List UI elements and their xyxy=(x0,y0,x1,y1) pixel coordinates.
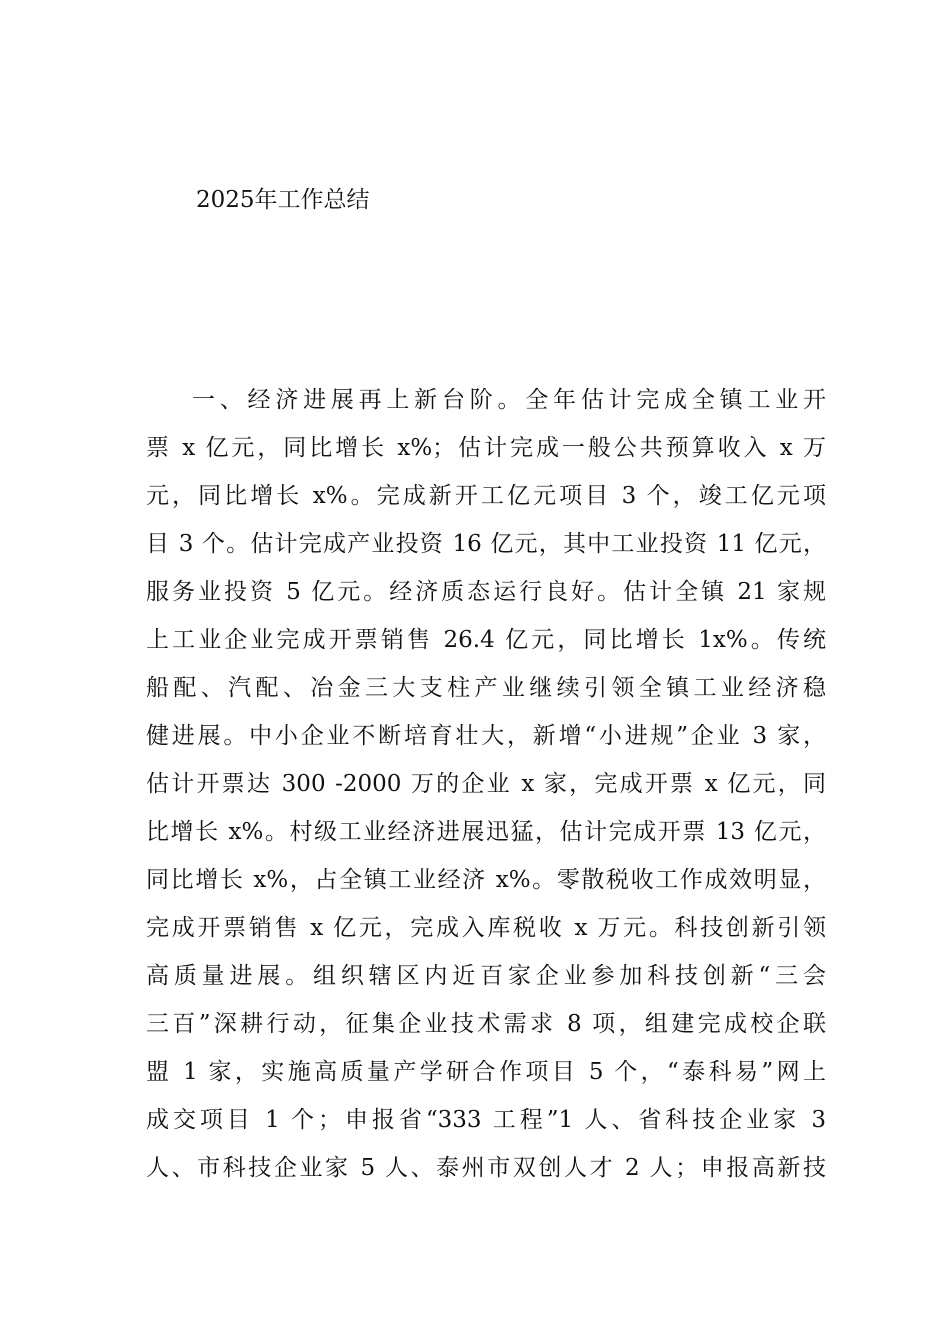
document-title: 2025年工作总结 xyxy=(196,187,370,213)
paragraph-line: 盟 1 家，实施高质量产学研合作项目 5 个，“泰科易”网上 xyxy=(146,1059,826,1085)
paragraph-line: 一、经济进展再上新台阶。全年估计完成全镇工业开 xyxy=(192,387,826,413)
paragraph-line: 船配、汽配、冶金三大支柱产业继续引领全镇工业经济稳 xyxy=(146,675,826,701)
paragraph-line: 健进展。中小企业不断培育壮大，新增“小进规”企业 3 家， xyxy=(146,723,826,749)
paragraph-line: 服务业投资 5 亿元。经济质态运行良好。估计全镇 21 家规 xyxy=(146,579,826,605)
paragraph-line: 目 3 个。估计完成产业投资 16 亿元，其中工业投资 11 亿元， xyxy=(146,531,826,557)
paragraph-line: 元，同比增长 x%。完成新开工亿元项目 3 个，竣工亿元项 xyxy=(146,483,826,509)
paragraph-line: 三百”深耕行动，征集企业技术需求 8 项，组建完成校企联 xyxy=(146,1011,826,1037)
paragraph-line: 完成开票销售 x 亿元，完成入库税收 x 万元。科技创新引领 xyxy=(146,915,826,941)
paragraph-line: 高质量进展。组织辖区内近百家企业参加科技创新“三会 xyxy=(146,963,826,989)
paragraph-line: 票 x 亿元，同比增长 x%；估计完成一般公共预算收入 x 万 xyxy=(146,435,826,461)
paragraph-line: 人、市科技企业家 5 人、泰州市双创人才 2 人；申报高新技 xyxy=(146,1155,826,1181)
paragraph-line: 比增长 x%。村级工业经济进展迅猛，估计完成开票 13 亿元， xyxy=(146,819,826,845)
paragraph-line: 估计开票达 300 -2000 万的企业 x 家，完成开票 x 亿元，同 xyxy=(146,771,826,797)
document-body xyxy=(146,376,826,1192)
paragraph-line: 同比增长 x%，占全镇工业经济 x%。零散税收工作成效明显， xyxy=(146,867,826,893)
paragraph-line: 上工业企业完成开票销售 26.4 亿元，同比增长 1x%。传统 xyxy=(146,627,826,653)
paragraph-line: 成交项目 1 个；申报省“333 工程”1 人、省科技企业家 3 xyxy=(146,1107,826,1133)
